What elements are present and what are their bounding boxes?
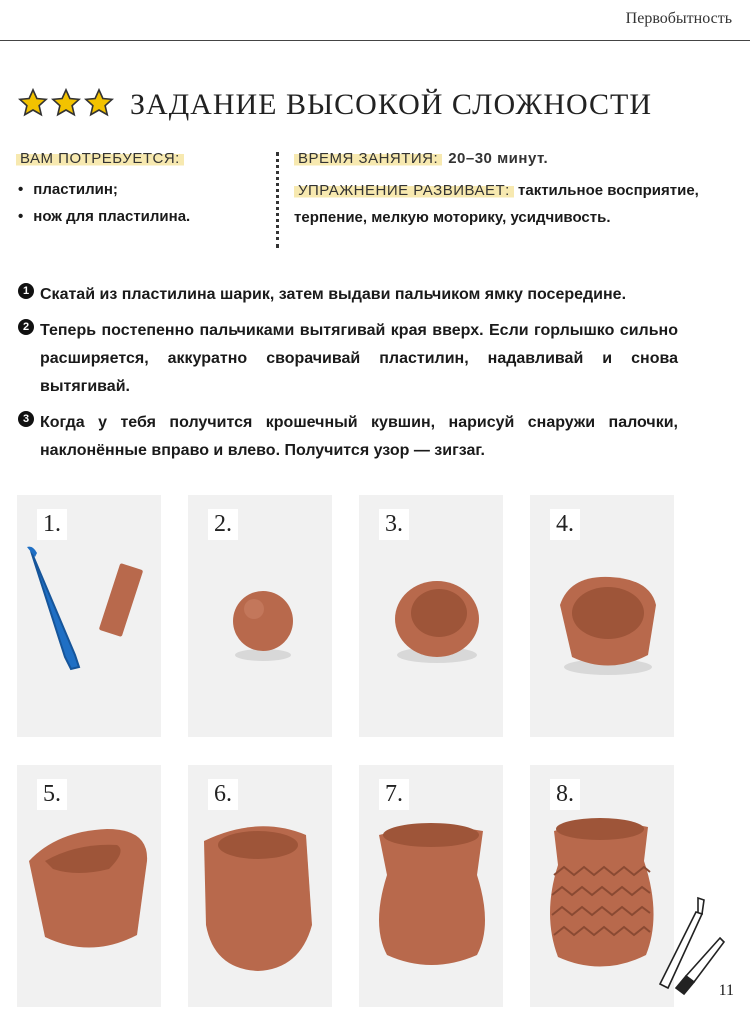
clay-tools-illustration (636, 890, 726, 1000)
step-2 (18, 317, 678, 401)
time-row (294, 150, 548, 167)
needs-label: ВАМ ПОТРЕБУЕТСЯ: (16, 150, 184, 167)
photo-step-6 (188, 765, 332, 1007)
list-item: • пластилин; (18, 176, 190, 203)
star-icon (18, 88, 48, 118)
step-text: Скатай из пластилина шарик, затем выдави пальчиком ямку посередине. (40, 286, 627, 303)
photo-label: 2. (208, 509, 238, 540)
photo-label: 3. (379, 509, 409, 540)
instruction-steps (18, 281, 678, 473)
photo-label: 1. (37, 509, 67, 540)
photo-step-2 (188, 495, 332, 737)
section-title: Первобытность (625, 10, 732, 27)
develops-block (294, 177, 734, 231)
step-3 (18, 409, 678, 465)
list-item: • нож для пластилина. (18, 203, 190, 230)
photo-step-7 (359, 765, 503, 1007)
photo-label: 7. (379, 779, 409, 810)
needs-list (18, 176, 190, 230)
step-number: 3 (18, 411, 34, 427)
time-value: 20–30 минут. (448, 150, 549, 167)
star-icon (51, 88, 81, 118)
difficulty-stars (18, 88, 114, 118)
dotted-divider (276, 152, 279, 248)
photo-label: 4. (550, 509, 580, 540)
star-icon (84, 88, 114, 118)
step-text: Теперь постепенно пальчиками вытягивай края вверх. Если горлышко сильно расширяется, аккуратно сворачивай пластилин, надавливай и снова вытягивай. (40, 322, 678, 395)
photo-label: 8. (550, 779, 580, 810)
develops-text: тактильное восприятие, терпение, мелкую моторику, усидчивость. (294, 182, 699, 226)
time-label: ВРЕМЯ ЗАНЯТИЯ: (294, 150, 442, 167)
photo-step-4 (530, 495, 674, 737)
develops-label: УПРАЖНЕНИЕ РАЗВИВАЕТ: (294, 182, 514, 199)
photo-step-1 (17, 495, 161, 737)
photo-label: 6. (208, 779, 238, 810)
step-number: 2 (18, 319, 34, 335)
step-1 (18, 281, 678, 309)
photo-label: 5. (37, 779, 67, 810)
page-number: 11 (718, 982, 734, 999)
photo-step-3 (359, 495, 503, 737)
header-rule (0, 40, 750, 41)
task-title: ЗАДАНИЕ ВЫСОКОЙ СЛОЖНОСТИ (130, 88, 653, 121)
step-number: 1 (18, 283, 34, 299)
step-text: Когда у тебя получится крошечный кувшин, нарисуй снаружи палочки, наклонённые вправо и влево. Получится узор — зигзаг. (40, 414, 678, 459)
photo-step-5 (17, 765, 161, 1007)
